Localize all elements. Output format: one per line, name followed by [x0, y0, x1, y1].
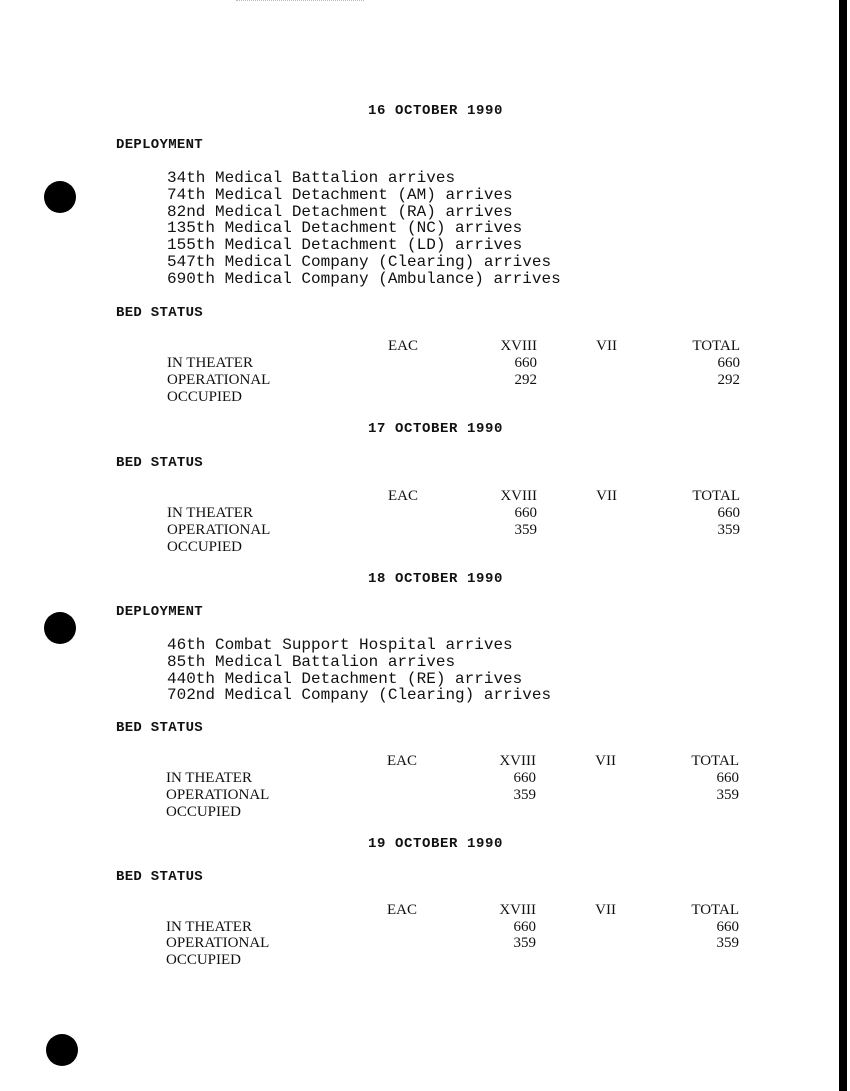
cell-value: 660 [717, 355, 740, 371]
row-label: OPERATIONAL [167, 522, 271, 538]
column-header: VII [596, 488, 617, 504]
list-item: 46th Combat Support Hospital arrives [167, 636, 513, 654]
row-label: IN THEATER [167, 505, 253, 521]
cell-value: 660 [716, 919, 739, 935]
row-label: IN THEATER [166, 770, 252, 786]
column-header: VII [596, 338, 617, 354]
column-header: VII [595, 902, 616, 918]
column-header: EAC [388, 488, 418, 504]
list-item: 440th Medical Detachment (RE) arrives [167, 669, 523, 688]
list-item: 74th Medical Detachment (AM) arrives [167, 185, 513, 204]
deployment-list [167, 637, 551, 704]
row-label: OCCUPIED [166, 804, 242, 820]
list-item: 85th Medical Battalion arrives [167, 652, 456, 671]
list-item: 135th Medical Detachment (NC) arrives [167, 219, 523, 238]
scan-artifact [236, 0, 364, 4]
column-header: TOTAL [691, 753, 739, 769]
column-header: EAC [388, 338, 418, 354]
list-item: 82nd Medical Detachment (RA) arrives [167, 202, 513, 221]
bed-status-heading: BED STATUS [116, 305, 204, 321]
row-label: OPERATIONAL [166, 935, 270, 951]
cell-value: 359 [717, 522, 740, 538]
cell-value: 359 [513, 935, 536, 951]
punch-hole-icon [46, 1034, 78, 1066]
cell-value: 660 [514, 505, 537, 521]
cell-value: 359 [716, 935, 739, 951]
list-item: 155th Medical Detachment (LD) arrives [167, 236, 523, 255]
punch-hole-icon [44, 612, 76, 644]
bed-status-heading: BED STATUS [116, 720, 204, 736]
list-item: 702nd Medical Company (Clearing) arrives [167, 686, 552, 705]
column-header: TOTAL [692, 488, 740, 504]
punch-hole-icon [44, 181, 76, 213]
column-header: EAC [387, 753, 417, 769]
column-header: TOTAL [692, 338, 740, 354]
row-label: IN THEATER [166, 919, 252, 935]
page-edge-bar [839, 0, 847, 1091]
list-item: 34th Medical Battalion arrives [167, 169, 456, 187]
cell-value: 292 [514, 372, 537, 388]
list-item: 690th Medical Company (Ambulance) arrives [167, 269, 561, 288]
date-heading: 18 OCTOBER 1990 [368, 571, 504, 587]
cell-value: 660 [514, 355, 537, 371]
list-item: 547th Medical Company (Clearing) arrives [167, 252, 552, 271]
row-label: OCCUPIED [166, 952, 242, 968]
row-label: OPERATIONAL [167, 372, 271, 388]
cell-value: 660 [716, 770, 739, 786]
deployment-list [167, 170, 561, 288]
date-heading: 19 OCTOBER 1990 [368, 836, 504, 852]
cell-value: 359 [716, 787, 739, 803]
cell-value: 359 [513, 787, 536, 803]
bed-status-heading: BED STATUS [116, 455, 204, 471]
cell-value: 359 [514, 522, 537, 538]
column-header: XVIII [499, 902, 536, 918]
column-header: EAC [387, 902, 417, 918]
deployment-heading: DEPLOYMENT [116, 604, 204, 620]
cell-value: 292 [717, 372, 740, 388]
column-header: XVIII [500, 338, 537, 354]
column-header: VII [595, 753, 616, 769]
bed-status-heading: BED STATUS [116, 869, 204, 885]
date-heading: 16 OCTOBER 1990 [368, 103, 504, 119]
column-header: XVIII [500, 488, 537, 504]
deployment-heading: DEPLOYMENT [116, 137, 204, 153]
column-header: XVIII [499, 753, 536, 769]
cell-value: 660 [513, 919, 536, 935]
row-label: OCCUPIED [167, 539, 243, 555]
row-label: IN THEATER [167, 355, 253, 371]
cell-value: 660 [513, 770, 536, 786]
column-header: TOTAL [691, 902, 739, 918]
row-label: OPERATIONAL [166, 787, 270, 803]
date-heading: 17 OCTOBER 1990 [368, 421, 504, 437]
cell-value: 660 [717, 505, 740, 521]
row-label: OCCUPIED [167, 389, 243, 405]
